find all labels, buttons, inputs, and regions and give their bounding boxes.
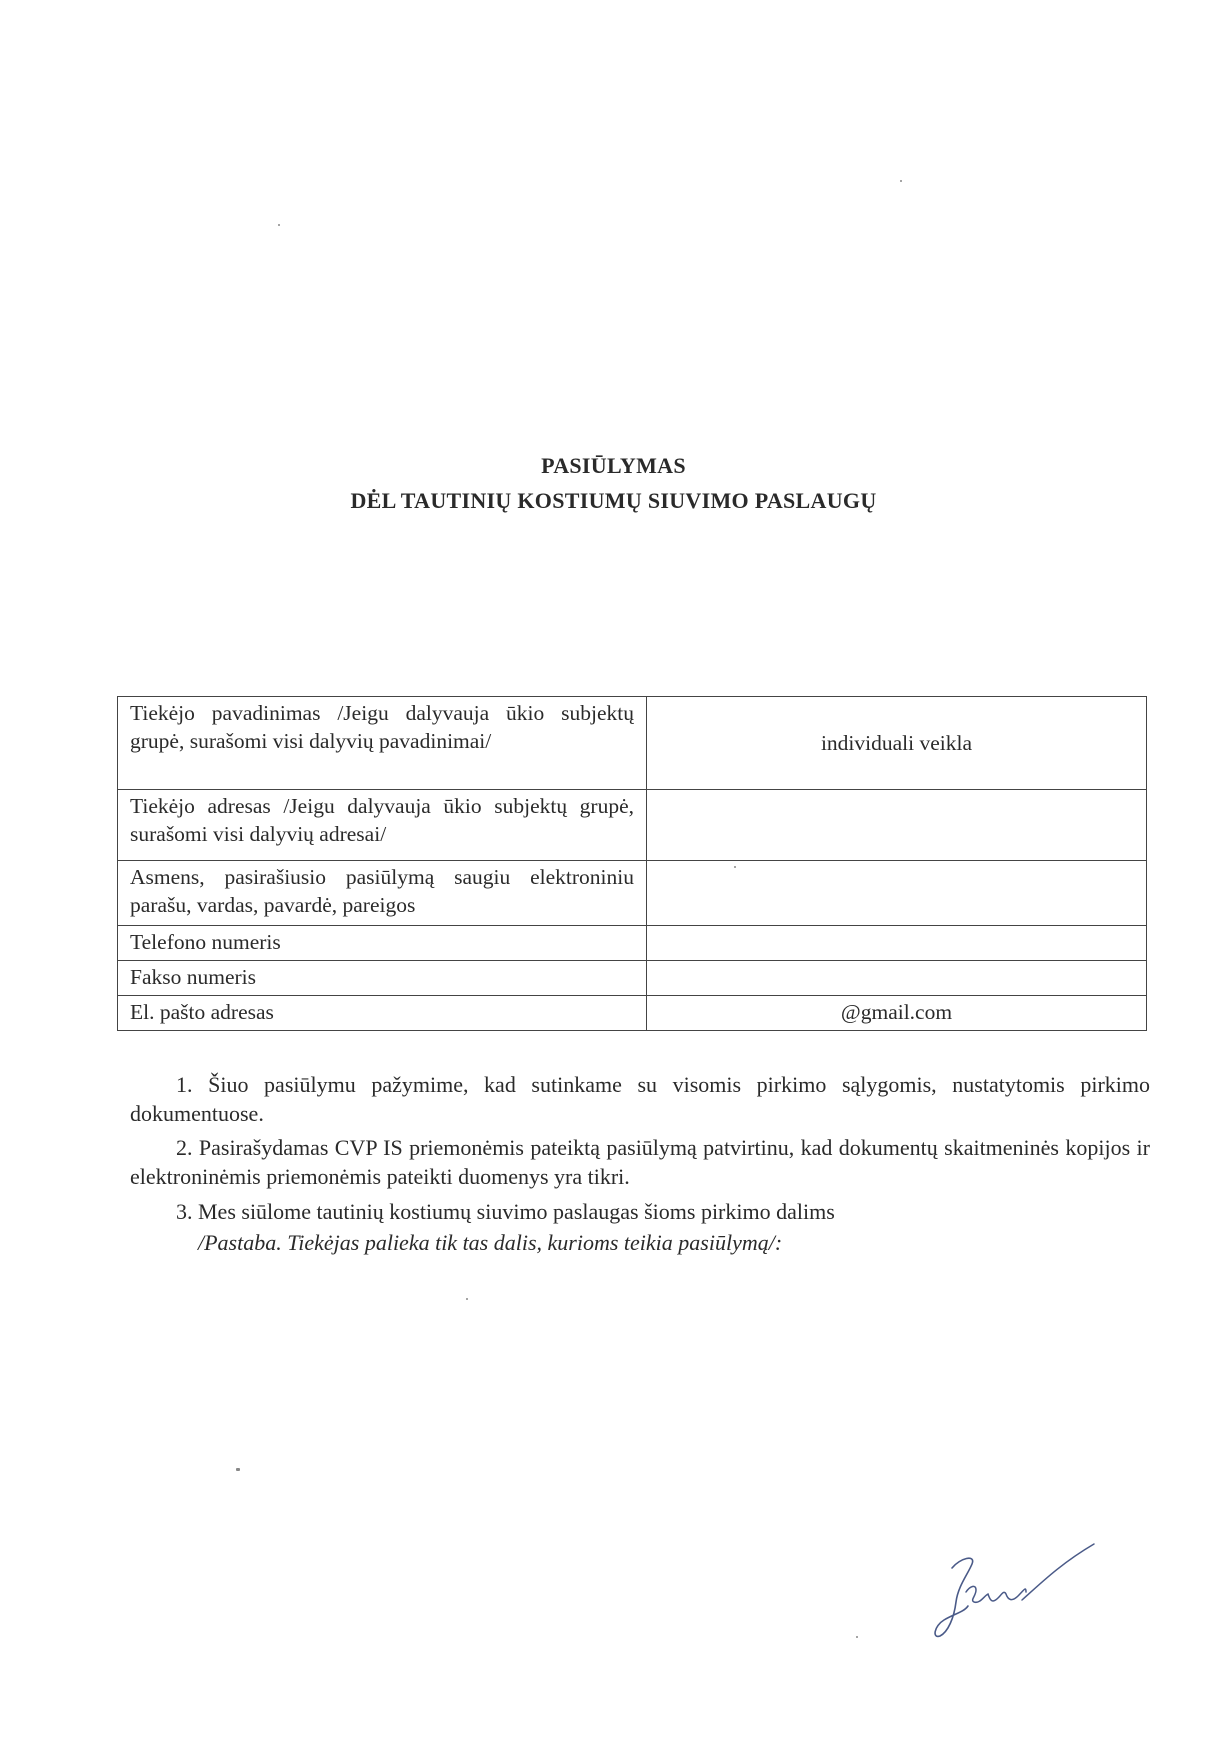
supplier-info-table	[117, 696, 1147, 1031]
paragraph-2	[130, 1133, 1150, 1191]
document-title: PASIŪLYMAS	[541, 453, 686, 478]
paragraph-3-text: 3. Mes siūlome tautinių kostiumų siuvimo paslaugas šioms pirkimo dalims	[176, 1199, 835, 1224]
document-subtitle: DĖL TAUTINIŲ KOSTIUMŲ SIUVIMO PASLAUGŲ	[350, 488, 877, 513]
supplier-address-value	[647, 790, 1147, 861]
phone-label: Telefono numeris	[118, 926, 647, 961]
table-row	[118, 861, 1147, 926]
scan-speck	[278, 224, 280, 226]
paragraph-1-text: 1. Šiuo pasiūlymu pažymime, kad sutinkame su visomis pirkimo sąlygomis, nustatytomis pirkimo dokumentuose.	[130, 1072, 1150, 1126]
supplier-name-value: individuali veikla	[647, 697, 1147, 790]
scan-speck	[856, 1636, 858, 1638]
handwritten-signature	[930, 1540, 1105, 1650]
table-row	[118, 926, 1147, 961]
supplier-name-label: Tiekėjo pavadinimas /Jeigu dalyvauja ūkio subjektų grupė, surašomi visi dalyvių pavadinimai/	[118, 697, 647, 790]
fax-value	[647, 961, 1147, 996]
signatory-label: Asmens, pasirašiusio pasiūlymą saugiu elektroniniu parašu, vardas, pavardė, pareigos	[118, 861, 647, 926]
email-label: El. pašto adresas	[118, 996, 647, 1031]
table-row	[118, 790, 1147, 861]
scan-speck	[900, 180, 902, 182]
table-row	[118, 996, 1147, 1031]
scan-speck	[236, 1468, 240, 1471]
signatory-value	[647, 861, 1147, 926]
table-row	[118, 961, 1147, 996]
supplier-address-label: Tiekėjo adresas /Jeigu dalyvauja ūkio subjektų grupė, surašomi visi dalyvių adresai/	[118, 790, 647, 861]
scan-speck	[466, 1298, 468, 1300]
paragraph-3	[130, 1197, 1150, 1226]
note-text: /Pastaba. Tiekėjas palieka tik tas dalis, kurioms teikia pasiūlymą/:	[198, 1230, 783, 1255]
paragraph-1	[130, 1070, 1150, 1128]
fax-label: Fakso numeris	[118, 961, 647, 996]
email-value: @gmail.com	[647, 996, 1147, 1031]
paragraph-2-text: 2. Pasirašydamas CVP IS priemonėmis pateiktą pasiūlymą patvirtinu, kad dokumentų skaitmeninės kopijos ir elektroninėmis priemonėmis pateikti duomenys yra tikri.	[130, 1135, 1150, 1189]
table-row	[118, 697, 1147, 790]
scan-speck	[734, 866, 736, 868]
phone-value	[647, 926, 1147, 961]
